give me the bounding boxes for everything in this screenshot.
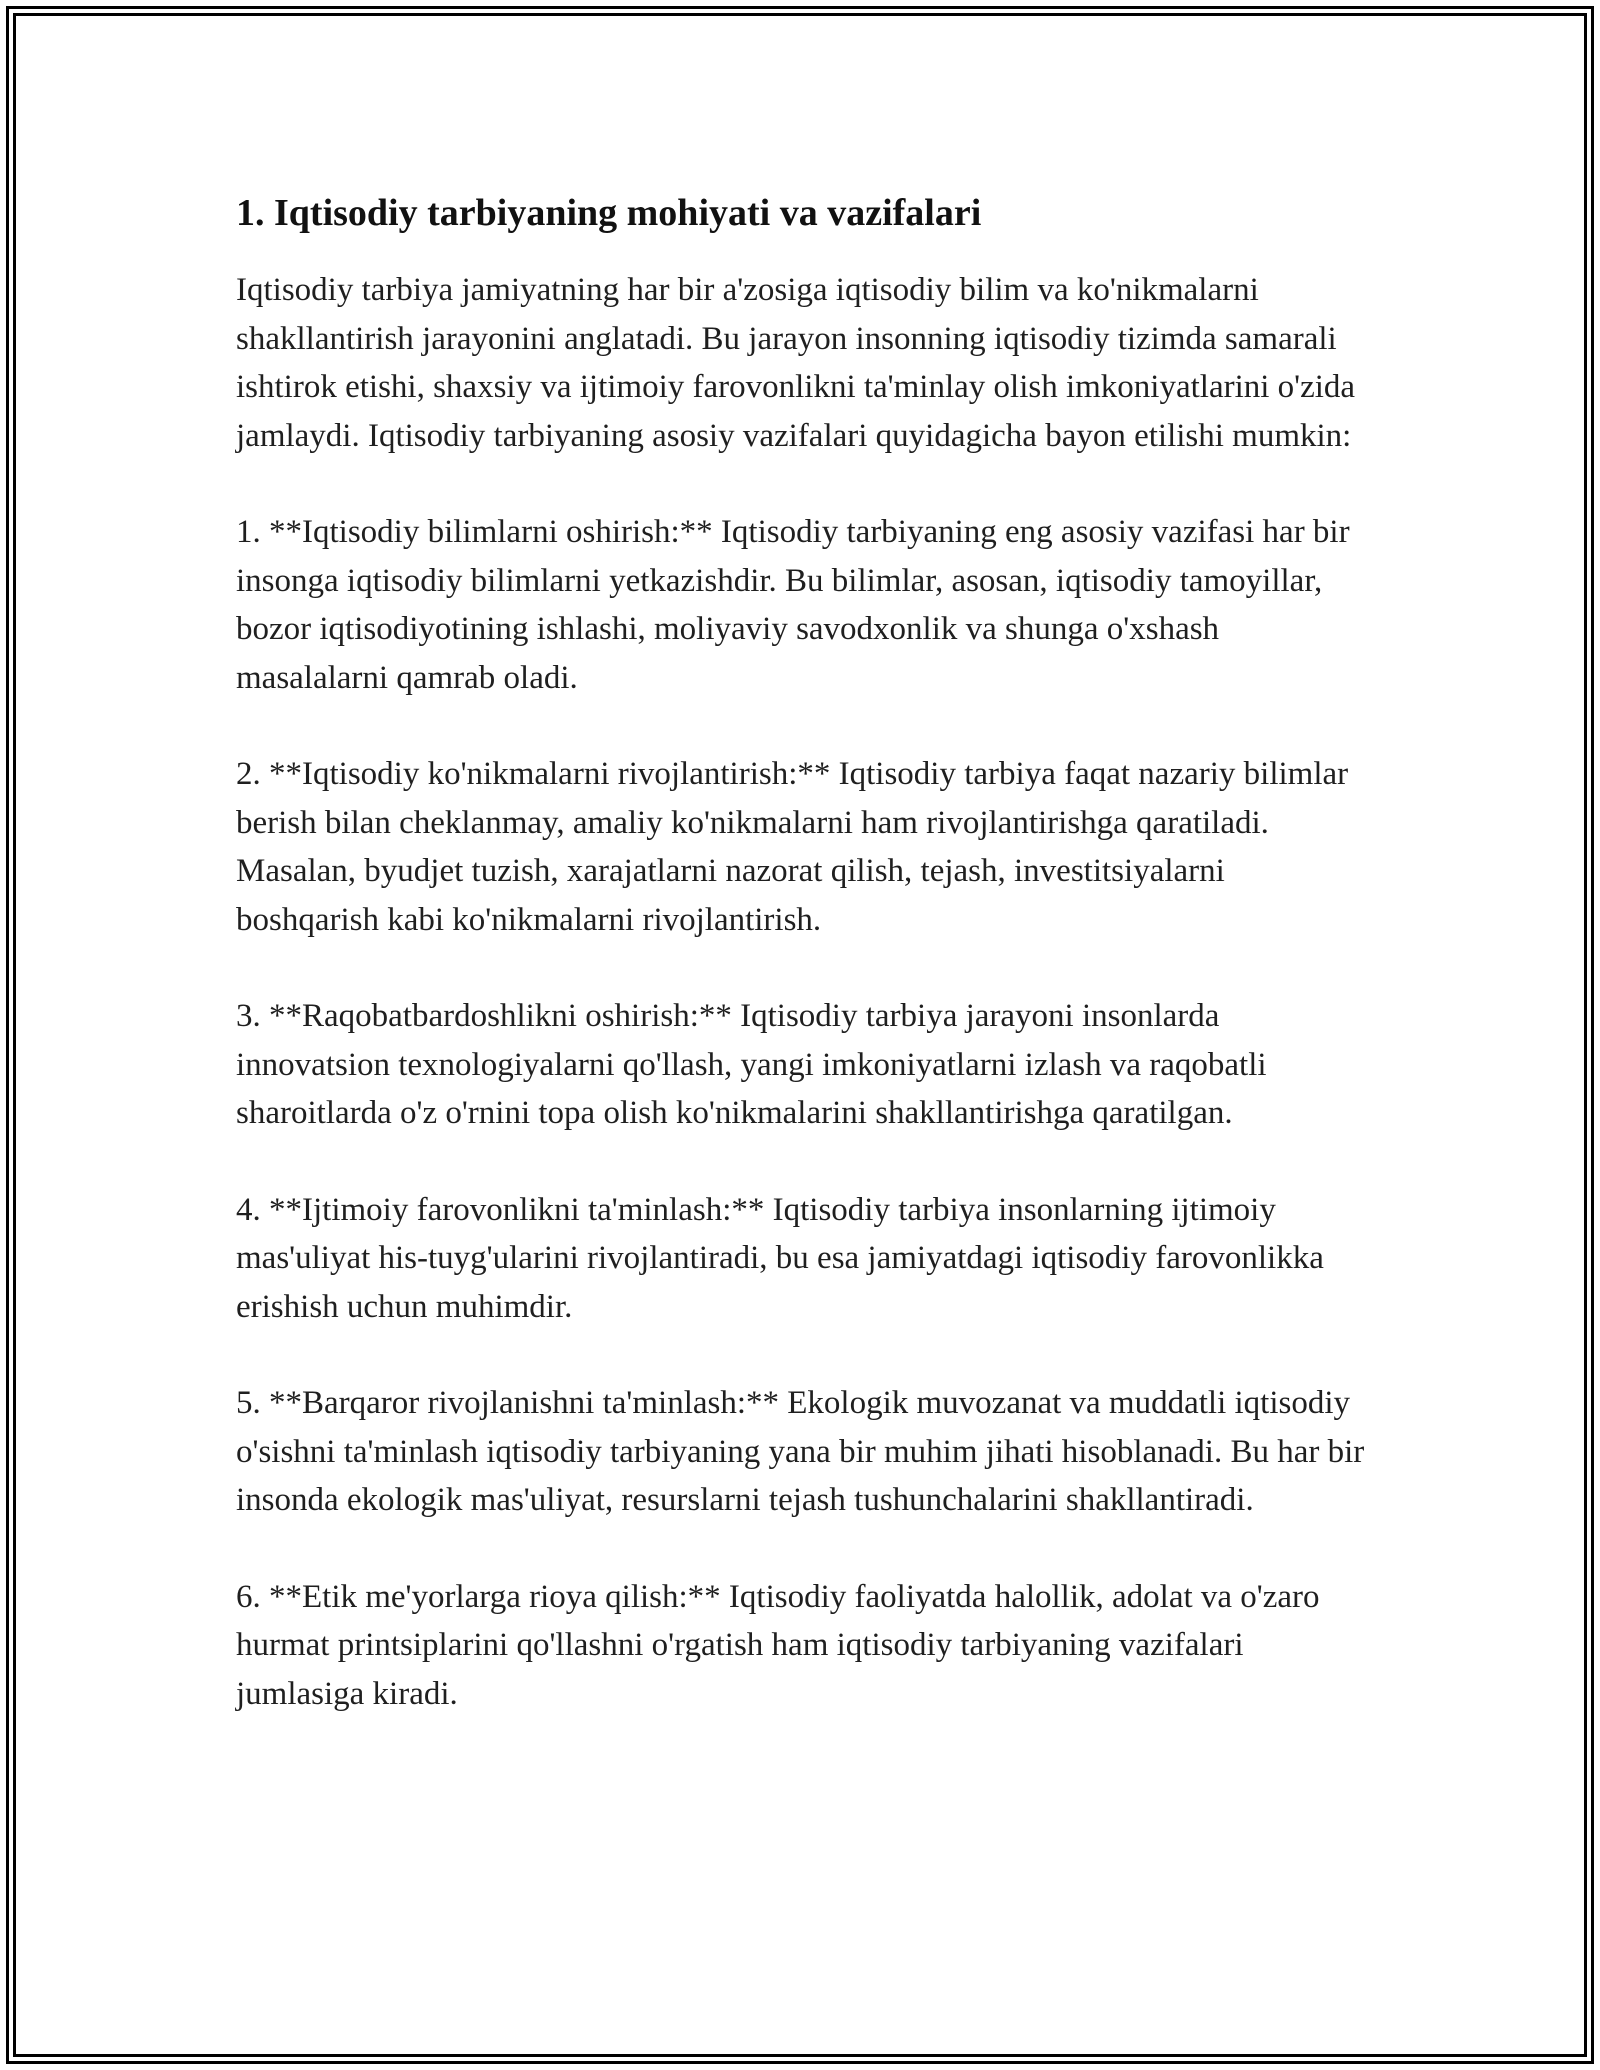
intro-paragraph: Iqtisodiy tarbiya jamiyatning har bir a'zosiga iqtisodiy bilim va ko'nikmalarni shakllantirish jarayonini anglatadi. Bu jarayon insonning iqtisodiy tizimda samarali ishtirok etishi, shaxsiy va ijtimoiy farovonlikni ta'minlay olish imkoniyatlarini o'zida jamlaydi. Iqtisodiy tarbiyaning asosiy vazifalari quyidagicha bayon etilishi mumkin:	[236, 272, 1356, 454]
list-item: 3. **Raqobatbardoshlikni oshirish:** Iqtisodiy tarbiya jarayoni insonlarda innovatsion texnologiyalarni qo'llash, yangi imkoniyatlarni izlash va raqobatli sharoitlarda o'z o'rnini topa olish ko'nikmalarini shakllantirishga qaratilgan.	[236, 998, 1267, 1131]
list-item: 1. **Iqtisodiy bilimlarni oshirish:** Iqtisodiy tarbiyaning eng asosiy vazifasi har bir insonga iqtisodiy bilimlarni yetkazishdir. Bu bilimlar, asosan, iqtisodiy tamoyillar, bozor iqtisodiyotining ishlashi, moliyaviy savodxonlik va shunga o'xshash masalalarni qamrab oladi.	[236, 514, 1350, 696]
list-item: 4. **Ijtimoiy farovonlikni ta'minlash:** Iqtisodiy tarbiya insonlarning ijtimoiy mas'uliyat his-tuyg'ularini rivojlantiradi, bu esa jamiyatdagi iqtisodiy farovonlikka erishish uchun muhimdir.	[236, 1191, 1324, 1325]
list-item: 5. **Barqaror rivojlanishni ta'minlash:** Ekologik muvozanat va muddatli iqtisodiy o'sishni ta'minlash iqtisodiy tarbiyaning yana bir muhim jihati hisoblanadi. Bu har bir insonda ekologik mas'uliyat, resurslarni tejash tushunchalarini shakllantiradi.	[236, 1385, 1365, 1518]
document-body	[236, 186, 1376, 1766]
list-item: 6. **Etik me'yorlarga rioya qilish:** Iqtisodiy faoliyatda halollik, adolat va o'zaro hurmat printsiplarini qo'llashni o'rgatish ham iqtisodiy tarbiyaning vazifalari jumlasiga kiradi.	[236, 1578, 1320, 1712]
list-item: 2. **Iqtisodiy ko'nikmalarni rivojlantirish:** Iqtisodiy tarbiya faqat nazariy bilimlar berish bilan cheklanmay, amaliy ko'nikmalarni ham rivojlantirishga qaratiladi. Masalan, byudjet tuzish, xarajatlarni nazorat qilish, tejash, investitsiyalarni boshqarish kabi ko'nikmalarni rivojlantirish.	[236, 756, 1349, 938]
section-heading: 1. Iqtisodiy tarbiyaning mohiyati va vazifalari	[236, 192, 982, 234]
